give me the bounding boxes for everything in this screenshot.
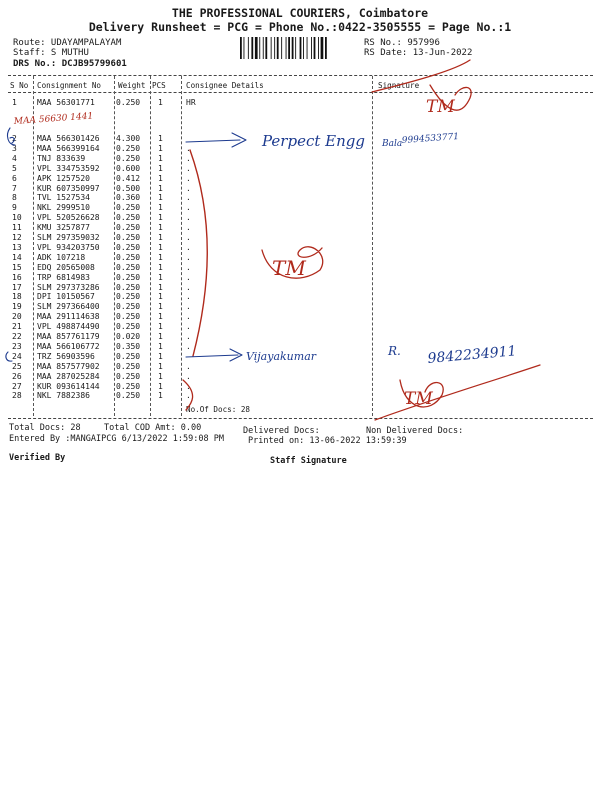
col-signature: Signature (378, 81, 420, 90)
row-weight: 0.250 (116, 302, 141, 312)
row-pcs: 1 (158, 351, 163, 361)
row-weight: 0.250 (116, 292, 141, 302)
row-sno: 1 (12, 98, 17, 107)
col-pcs: PCS (152, 81, 166, 90)
row-pcs: 1 (158, 163, 163, 173)
row-weight: 0.250 (116, 143, 141, 153)
row-sno: 27 (12, 381, 22, 391)
row-sno: 18 (12, 292, 22, 302)
row-consignee-details: . (186, 173, 191, 183)
row-weight: 0.250 (116, 282, 141, 292)
no-of-docs: No.Of Docs: 28 (186, 405, 251, 414)
company-title: THE PROFESSIONAL COURIERS, Coimbatore (171, 6, 429, 20)
row-consignee-details: . (186, 292, 191, 302)
initials-text: TM (426, 97, 455, 117)
row-weight: 0.250 (116, 203, 141, 213)
row-pcs: 1 (158, 233, 163, 242)
row-pcs: 1 (158, 341, 163, 351)
row-weight: 0.350 (116, 341, 141, 351)
row-weight: 0.250 (116, 233, 141, 242)
row-consignment-no: SLM 297359032 (37, 233, 100, 242)
row-sno: 26 (12, 371, 22, 381)
row-weight: 0.250 (116, 371, 141, 381)
row-consignment-no: TRP 6814983 (37, 272, 90, 282)
row-consignment-no: VPL 520526628 (37, 213, 100, 223)
row-sno: 12 (12, 233, 22, 242)
row-consignment-no: MAA 857761179 (37, 332, 100, 341)
row-consignment-no: MAA 291114638 (37, 312, 100, 322)
row-weight: 0.250 (116, 98, 141, 107)
row-weight: 0.250 (116, 213, 141, 223)
row-sno: 5 (12, 163, 17, 173)
row-sno: 13 (12, 242, 22, 252)
circled-number (8, 128, 15, 145)
drs-number: DRS No.: DCJB95799601 (13, 59, 127, 69)
row-consignee-details: HR (186, 98, 196, 107)
row-sno: 4 (12, 153, 17, 163)
row-pcs: 1 (158, 153, 163, 163)
row-sno: 17 (12, 282, 22, 292)
row-pcs: 1 (158, 322, 163, 332)
row-weight: 0.600 (116, 163, 141, 173)
row-consignment-no: APK 1257520 (37, 173, 90, 183)
row-consignment-no: MAA 287025284 (37, 371, 100, 381)
row-consignee-details: . (186, 203, 191, 213)
row-consignment-no: MAA 566399164 (37, 143, 100, 153)
row24-signature: R. (388, 344, 401, 358)
row-consignee-details: . (186, 332, 191, 341)
row-pcs: 1 (158, 381, 163, 391)
row-consignee-details: . (186, 371, 191, 381)
row-pcs: 1 (158, 98, 163, 107)
row-sno: 24 (12, 351, 22, 361)
row-consignment-no: MAA 566106772 (37, 341, 100, 351)
row-consignee-details: . (186, 153, 191, 163)
row-sno: 10 (12, 213, 22, 223)
row-weight: 0.250 (116, 381, 141, 391)
row-weight: 0.250 (116, 262, 141, 272)
printed-on: Printed on: 13-06-2022 13:59:39 (248, 436, 407, 446)
row-weight: 0.250 (116, 361, 141, 371)
rs-number: RS No.: 957996 (364, 38, 440, 48)
row-consignment-no: MAA 566301426 (37, 134, 100, 143)
row-pcs: 1 (158, 242, 163, 252)
row-pcs: 1 (158, 332, 163, 341)
row-sno: 15 (12, 262, 22, 272)
row-sno: 14 (12, 252, 22, 262)
row-sno: 22 (12, 332, 22, 341)
row-consignee-details: . (186, 233, 191, 242)
row-weight: 0.250 (116, 272, 141, 282)
delivered-docs: Delivered Docs: (243, 426, 320, 436)
red-scribble (375, 365, 540, 420)
row-consignee-details: . (186, 361, 191, 371)
row-consignee-details: . (186, 272, 191, 282)
row-weight: 0.020 (116, 332, 141, 341)
row-consignment-no: TNJ 833639 (37, 153, 86, 163)
row-weight: 0.412 (116, 173, 141, 183)
row-weight: 0.250 (116, 242, 141, 252)
row-consignee-details: . (186, 302, 191, 312)
staff-signature: Staff Signature (270, 456, 347, 466)
row-consignment-no: MAA 56301771 (37, 98, 95, 107)
row-consignee-details: . (186, 183, 191, 193)
row-pcs: 1 (158, 292, 163, 302)
row2-phone: 9994533771 (401, 132, 460, 146)
row-consignee-details: . (186, 193, 191, 203)
initials-text: TM (272, 256, 306, 280)
row-consignment-no: VPL 334753592 (37, 163, 100, 173)
row-consignee-details: . (186, 242, 191, 252)
row-consignee-details: . (186, 213, 191, 223)
row-pcs: 1 (158, 213, 163, 223)
total-docs: Total Docs: 28 (9, 423, 81, 433)
col-consignment: Consignment No (37, 81, 102, 90)
row-sno: 16 (12, 272, 22, 282)
row-sno: 20 (12, 312, 22, 322)
row2-signature: Bala (382, 139, 403, 149)
row-weight: 0.360 (116, 193, 141, 203)
row-consignee-details: . (186, 391, 191, 401)
row-consignment-no: KUR 607350997 (37, 183, 100, 193)
total-cod-amount: Total COD Amt: 0.00 (104, 423, 202, 433)
row-consignment-no: DPI 10150567 (37, 292, 95, 302)
row-consignee-details: . (186, 322, 191, 332)
row-consignee-details: . (186, 223, 191, 233)
initials-text: TM (404, 389, 433, 409)
row-consignee-details: . (186, 312, 191, 322)
row2-consignee-name: Perpect Engg (262, 132, 365, 150)
row-weight: 0.250 (116, 351, 141, 361)
row-pcs: 1 (158, 203, 163, 213)
row-consignment-no: KUR 093614144 (37, 381, 100, 391)
row-weight: 4.300 (116, 134, 141, 143)
row-pcs: 1 (158, 183, 163, 193)
row-pcs: 1 (158, 134, 163, 143)
row-consignment-no: SLM 297373286 (37, 282, 100, 292)
row-sno: 6 (12, 173, 17, 183)
red-vertical-stroke (190, 150, 207, 356)
row-sno: 25 (12, 361, 22, 371)
row-pcs: 1 (158, 143, 163, 153)
red-scribble (183, 380, 193, 410)
row1-handwritten-note: MAA 56630 1441 (13, 111, 94, 127)
row-pcs: 1 (158, 312, 163, 322)
row-sno: 11 (12, 223, 22, 233)
runsheet-subtitle: Delivery Runsheet = PCG = Phone No.:0422-3505555 = Page No.:1 (88, 20, 512, 34)
row-consignee-details: . (186, 163, 191, 173)
row-pcs: 1 (158, 252, 163, 262)
row-sno: 28 (12, 391, 22, 401)
staff-label: Staff: S MUTHU (13, 48, 89, 58)
verified-by: Verified By (9, 453, 66, 463)
route-label: Route: UDAYAMPALAYAM (13, 38, 122, 48)
row-pcs: 1 (158, 272, 163, 282)
row-consignee-details: . (186, 143, 191, 153)
row-pcs: 1 (158, 391, 163, 401)
row-consignee-details: . (186, 282, 191, 292)
circled-number (6, 352, 12, 361)
row-weight: 0.500 (116, 183, 141, 193)
row-weight: 0.250 (116, 391, 141, 401)
row-sno: 8 (12, 193, 17, 203)
arrow-line (186, 140, 240, 142)
row-weight: 0.250 (116, 322, 141, 332)
row-pcs: 1 (158, 262, 163, 272)
row-consignment-no: NKL 2999510 (37, 203, 90, 213)
row-consignment-no: MAA 857577902 (37, 361, 100, 371)
row-consignee-details: . (186, 252, 191, 262)
row-sno: 7 (12, 183, 17, 193)
row-sno: 9 (12, 203, 17, 213)
col-consignee-details: Consignee Details (186, 81, 264, 90)
row-consignment-no: VPL 498874490 (37, 322, 100, 332)
row-consignment-no: SLM 297366400 (37, 302, 100, 312)
row24-phone: 9842234911 (426, 343, 518, 367)
row-consignment-no: EDQ 20565008 (37, 262, 95, 272)
row-weight: 0.250 (116, 312, 141, 322)
entered-by: Entered By :MANGAIPCG 6/13/2022 1:59:08 PM (9, 434, 224, 444)
row-consignment-no: TRZ 56903596 (37, 351, 95, 361)
row-consignment-no: KMU 3257877 (37, 223, 90, 233)
row-sno: 3 (12, 143, 17, 153)
row-pcs: 1 (158, 173, 163, 183)
row-sno: 2 (12, 134, 17, 143)
row-sno: 19 (12, 302, 22, 312)
row-pcs: 1 (158, 193, 163, 203)
non-delivered-docs: Non Delivered Docs: (366, 426, 464, 436)
red-scribble (372, 60, 470, 92)
row-consignment-no: VPL 934203750 (37, 242, 100, 252)
row-pcs: 1 (158, 361, 163, 371)
row-consignee-details: . (186, 381, 191, 391)
row-sno: 21 (12, 322, 22, 332)
row-sno: 23 (12, 341, 22, 351)
col-weight: Weight (118, 81, 146, 90)
col-sno: S No (10, 81, 29, 90)
row-weight: 0.250 (116, 252, 141, 262)
row-pcs: 1 (158, 223, 163, 233)
row-consignee-details: . (186, 262, 191, 272)
row-weight: 0.250 (116, 223, 141, 233)
row24-consignee-name: Vijayakumar (246, 350, 317, 363)
row-pcs: 1 (158, 371, 163, 381)
row-consignment-no: ADK 107218 (37, 252, 86, 262)
row-consignment-no: NKL 7882386 (37, 391, 90, 401)
row-pcs: 1 (158, 282, 163, 292)
row-weight: 0.250 (116, 153, 141, 163)
row-consignee-details: . (186, 341, 191, 351)
rs-date: RS Date: 13-Jun-2022 (364, 48, 473, 58)
row-pcs: 1 (158, 302, 163, 312)
row-consignment-no: TVL 1527534 (37, 193, 90, 203)
